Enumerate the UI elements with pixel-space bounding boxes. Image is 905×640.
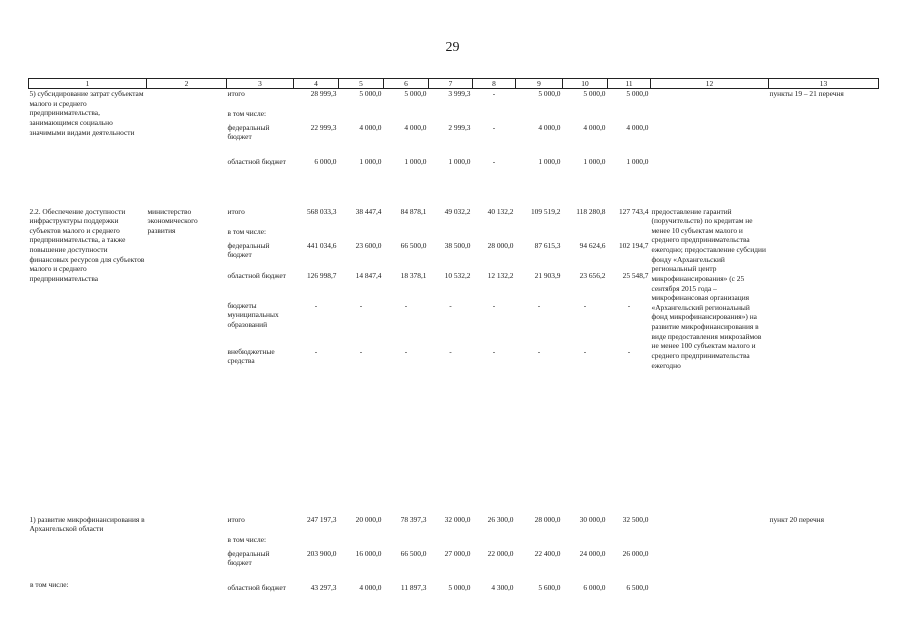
column-number: 7 bbox=[429, 79, 473, 89]
row-gap bbox=[29, 189, 879, 207]
funding-value: 28 000,0 bbox=[534, 514, 561, 524]
empty-cell bbox=[516, 227, 563, 241]
empty-cell bbox=[429, 109, 473, 123]
funding-value: 14 847,4 bbox=[355, 270, 382, 280]
funding-value: 22 999,3 bbox=[310, 122, 337, 132]
empty-cell bbox=[384, 535, 429, 549]
funding-value: 21 903,9 bbox=[534, 270, 561, 280]
funding-source: в том числе: bbox=[227, 226, 267, 236]
measure-name: 1) развитие микрофинансирования в Архангельской области bbox=[29, 514, 145, 534]
funding-value: 25 548,7 bbox=[622, 270, 649, 280]
funding-value: - bbox=[314, 300, 318, 310]
gap-cell bbox=[29, 189, 879, 207]
funding-value: 10 532,2 bbox=[444, 270, 471, 280]
funding-value: 203 900,0 bbox=[306, 548, 337, 558]
funding-source: федеральный бюджет bbox=[227, 548, 270, 568]
funding-value: 24 000,0 bbox=[579, 548, 606, 558]
funding-value: 1 000,0 bbox=[626, 156, 649, 166]
funding-value: 3 999,3 bbox=[448, 89, 471, 98]
empty-cell bbox=[563, 227, 608, 241]
column-number: 9 bbox=[516, 79, 563, 89]
table-row bbox=[29, 515, 879, 535]
funding-value: - bbox=[449, 346, 452, 356]
funding-value: - bbox=[359, 346, 363, 356]
funding-source: итого bbox=[227, 514, 245, 524]
funding-value: 28 000,0 bbox=[487, 240, 514, 250]
funding-value: 4 000,0 bbox=[626, 122, 649, 132]
funding-value: 6 000,0 bbox=[314, 156, 337, 166]
funding-value: 78 397,3 bbox=[400, 514, 427, 524]
column-number: 4 bbox=[294, 79, 339, 89]
funding-source: бюджеты муниципальных образований bbox=[227, 300, 279, 329]
funding-value: - bbox=[449, 300, 452, 310]
empty-cell bbox=[516, 109, 563, 123]
funding-value: 27 000,0 bbox=[444, 548, 471, 558]
funding-value: 66 500,0 bbox=[400, 548, 427, 558]
funding-value: 66 500,0 bbox=[400, 240, 427, 250]
funding-value: 126 998,7 bbox=[306, 270, 337, 280]
funding-value: 4 000,0 bbox=[404, 122, 427, 132]
funding-source: областной бюджет bbox=[227, 270, 286, 280]
column-number: 10 bbox=[563, 79, 608, 89]
funding-source: областной бюджет bbox=[227, 582, 286, 592]
funding-value: 6 500,0 bbox=[626, 582, 649, 592]
row-gap bbox=[29, 495, 879, 515]
funding-value: 12 132,2 bbox=[487, 270, 514, 280]
funding-value: 247 197,3 bbox=[306, 514, 337, 524]
empty-cell bbox=[608, 535, 651, 549]
table-row bbox=[29, 207, 879, 227]
funding-value: - bbox=[314, 346, 318, 356]
empty-cell bbox=[563, 109, 608, 123]
funding-value: 5 000,0 bbox=[359, 89, 382, 98]
executor bbox=[147, 515, 227, 619]
funding-value: - bbox=[404, 346, 408, 356]
funding-value: 30 000,0 bbox=[579, 514, 606, 524]
funding-value: - bbox=[404, 300, 408, 310]
funding-value: 26 300,0 bbox=[487, 514, 514, 524]
expected-result bbox=[651, 515, 769, 619]
empty-cell bbox=[473, 535, 516, 549]
funding-value: 22 400,0 bbox=[534, 548, 561, 558]
funding-value: 1 000,0 bbox=[359, 156, 382, 166]
empty-cell bbox=[563, 535, 608, 549]
funding-value: 26 000,0 bbox=[622, 548, 649, 558]
funding-value: - bbox=[537, 300, 541, 310]
empty-cell bbox=[473, 109, 516, 123]
funding-value: - bbox=[492, 300, 496, 310]
funding-value: 16 000,0 bbox=[355, 548, 382, 558]
funding-value: 28 999,3 bbox=[310, 89, 337, 98]
funding-value: 118 280,8 bbox=[576, 206, 606, 216]
column-number: 12 bbox=[651, 79, 769, 89]
funding-value: 43 297,3 bbox=[310, 582, 337, 592]
funding-source: в том числе: bbox=[227, 534, 267, 544]
empty-cell bbox=[516, 535, 563, 549]
funding-value: 2 999,3 bbox=[448, 122, 471, 132]
funding-source: в том числе: bbox=[227, 108, 267, 118]
list-reference: пункт 20 перечня bbox=[769, 514, 825, 524]
funding-value: 5 000,0 bbox=[448, 582, 471, 592]
column-number: 11 bbox=[608, 79, 651, 89]
empty-cell bbox=[608, 109, 651, 123]
funding-value: - bbox=[627, 300, 631, 310]
funding-value: 5 000,0 bbox=[404, 89, 427, 98]
empty-cell bbox=[384, 227, 429, 241]
measure-name: 5) субсидирование затрат субъектам малого и среднего предпринимательства, занимающимся социально значимыми видами деятельности bbox=[29, 89, 144, 137]
column-number: 13 bbox=[769, 79, 879, 89]
funding-value: 4 000,0 bbox=[359, 122, 382, 132]
funding-value: 4 000,0 bbox=[359, 582, 382, 592]
executor: министерство экономического развития bbox=[147, 206, 198, 235]
funding-value: - bbox=[537, 346, 541, 356]
funding-value: 49 032,2 bbox=[444, 206, 471, 216]
funding-value: 568 033,3 bbox=[306, 206, 337, 216]
funding-value: 11 897,3 bbox=[400, 582, 427, 592]
funding-value: 22 000,0 bbox=[487, 548, 514, 558]
funding-value: 441 034,6 bbox=[306, 240, 337, 250]
funding-value: - bbox=[492, 122, 496, 132]
column-number: 6 bbox=[384, 79, 429, 89]
funding-source: итого bbox=[227, 89, 245, 98]
funding-value: 1 000,0 bbox=[583, 156, 606, 166]
funding-source: федеральный бюджет bbox=[227, 122, 270, 142]
funding-value: - bbox=[492, 89, 496, 98]
empty-cell bbox=[429, 227, 473, 241]
funding-value: 5 000,0 bbox=[538, 89, 561, 98]
funding-source: итого bbox=[227, 206, 245, 216]
funding-value: 1 000,0 bbox=[448, 156, 471, 166]
funding-value: 1 000,0 bbox=[538, 156, 561, 166]
measure-name: 2.2. Обеспечение доступности инфраструктуры поддержки субъектов малого и среднего предпринимательства, а также повышение доступности финансовых ресурсов для субъектов малого и среднего предпринимательства bbox=[29, 206, 145, 283]
funding-value: - bbox=[492, 156, 496, 166]
gap-cell bbox=[29, 495, 879, 515]
column-number: 8 bbox=[473, 79, 516, 89]
column-number-row bbox=[29, 79, 879, 89]
executor bbox=[147, 89, 227, 189]
funding-source: областной бюджет bbox=[227, 156, 286, 166]
funding-value: 127 743,4 bbox=[618, 206, 649, 216]
empty-cell bbox=[339, 109, 384, 123]
funding-value: 1 000,0 bbox=[404, 156, 427, 166]
funding-value: 20 000,0 bbox=[355, 514, 382, 524]
empty-cell bbox=[473, 227, 516, 241]
funding-value: 5 000,0 bbox=[626, 89, 649, 98]
program-table bbox=[28, 78, 879, 619]
funding-value: - bbox=[583, 346, 587, 356]
funding-value: 4 000,0 bbox=[538, 122, 561, 132]
page-number: 29 bbox=[445, 40, 460, 55]
funding-value: - bbox=[627, 346, 631, 356]
funding-value: 84 878,1 bbox=[400, 206, 427, 216]
funding-value: - bbox=[359, 300, 363, 310]
funding-value: - bbox=[583, 300, 587, 310]
funding-source: федеральный бюджет bbox=[227, 240, 270, 260]
empty-cell bbox=[294, 109, 339, 123]
funding-value: 6 000,0 bbox=[583, 582, 606, 592]
trailing-text: в том числе: bbox=[30, 580, 69, 589]
column-number: 2 bbox=[147, 79, 227, 89]
funding-value: 32 500,0 bbox=[622, 514, 649, 524]
funding-value: 18 378,1 bbox=[400, 270, 427, 280]
funding-value: 109 519,2 bbox=[530, 206, 561, 216]
table-row bbox=[29, 89, 879, 109]
column-number: 3 bbox=[227, 79, 294, 89]
funding-value: 32 000,0 bbox=[444, 514, 471, 524]
list-reference: пункты 19 – 21 перечня bbox=[769, 89, 844, 98]
empty-cell bbox=[608, 227, 651, 241]
funding-value: 5 600,0 bbox=[538, 582, 561, 592]
funding-value: 38 447,4 bbox=[355, 206, 382, 216]
funding-value: 23 656,2 bbox=[579, 270, 606, 280]
empty-cell bbox=[339, 227, 384, 241]
funding-value: 5 000,0 bbox=[583, 89, 606, 98]
funding-value: 87 615,3 bbox=[534, 240, 561, 250]
expected-result: предоставление гарантий (поручительств) по кредитам не менее 10 субъектам малого и среднего предпринимательства ежегодно; предоставление субсидии фонду «Архангельский региональный центр микрофинансирования» (с 25 сентября 2015 года – микрофинансовая организация «Архангельский региональный фонд микрофинансирования») на развитие микрофинансирования в виде предоставления микрозаймов не менее 100 субъектам малого и среднего предпринимательства ежегодно bbox=[651, 206, 766, 370]
funding-value: 94 624,6 bbox=[579, 240, 606, 250]
funding-value: 4 000,0 bbox=[583, 122, 606, 132]
funding-source: внебюджетные средства bbox=[227, 346, 275, 366]
empty-cell bbox=[294, 227, 339, 241]
funding-value: 40 132,2 bbox=[487, 206, 514, 216]
funding-value: - bbox=[492, 346, 496, 356]
funding-value: 102 194,7 bbox=[618, 240, 649, 250]
funding-value: 38 500,0 bbox=[444, 240, 471, 250]
list-reference bbox=[769, 207, 879, 495]
expected-result bbox=[651, 89, 769, 189]
empty-cell bbox=[339, 535, 384, 549]
column-number: 1 bbox=[29, 79, 147, 89]
funding-value: 23 600,0 bbox=[355, 240, 382, 250]
empty-cell bbox=[384, 109, 429, 123]
funding-value: 4 300,0 bbox=[491, 582, 514, 592]
empty-cell bbox=[429, 535, 473, 549]
empty-cell bbox=[294, 535, 339, 549]
column-number: 5 bbox=[339, 79, 384, 89]
